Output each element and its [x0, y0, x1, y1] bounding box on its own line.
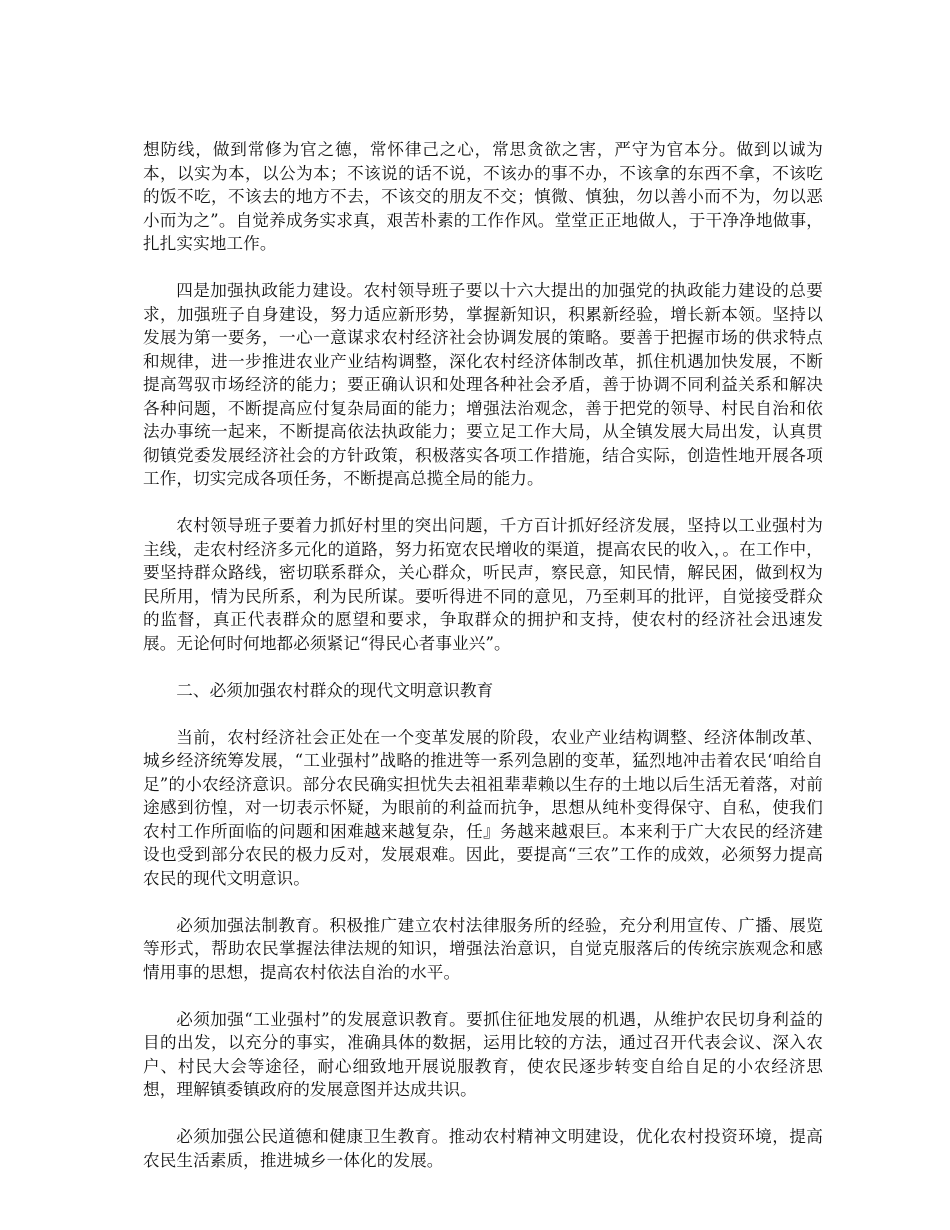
paragraph-village-leadership: 农村领导班子要着力抓好村里的突出问题，千方百计抓好经济发展，坚持以工业强村为主线，走农村经济多元化的道路，努力拓宽农民增收的渠道，提高农民的收入，。在工作中，要坚持群众路线，密切联系群众，关心群众，听民声，察民意，知民情，解民困，做到权为民所用，情为民所系，利为民所谋。要听得进不同的意见，乃至刺耳的批评，自觉接受群众的监督，真正代表群众的愿望和要求，争取群众的拥护和支持，使农村的经济社会迅速发展。无论何时何地都必须紧记“得民心者事业兴”。: [143, 516, 823, 653]
paragraph-legal-education: 必须加强法制教育。积极推广建立农村法律服务所的经验，充分利用宣传、广播、展览等形式，帮助农民掌握法律法规的知识，增强法治意识，自觉克服落后的传统宗族观念和感情用事的思想，提高农村依法自治的水平。: [143, 915, 823, 982]
paragraph-industry-awareness: 必须加强“工业强村”的发展意识教育。要抓住征地发展的机遇，从维护农民切身利益的目的出发，以充分的事实，准确具体的数据，运用比较的方法，通过召开代表会议、深入农户、村民大会等途径，耐心细致地开展说服教育，使农民逐步转变自给自足的小农经济思想，理解镇委镇政府的发展意图并达成共识。: [143, 1009, 823, 1099]
section-heading: 二、必须加强农村群众的现代文明意识教育: [176, 680, 494, 700]
paragraph-civic-health-education: 必须加强公民道德和健康卫生教育。推动农村精神文明建设，优化农村投资环境，提高农民生活素质，推进城乡一体化的发展。: [143, 1127, 823, 1170]
paragraph-governance-capacity: 四是加强执政能力建设。农村领导班子要以十六大提出的加强党的执政能力建设的总要求，加强班子自身建设，努力适应新形势，掌握新知识，积累新经验，增长新本领。坚持以发展为第一要务，一心一意谋求农村经济社会协调发展的策略。要善于把握市场的供求特点和规律，进一步推进农业产业结构调整，深化农村经济体制改革，抓住机遇加快发展，不断提高驾驭市场经济的能力；要正确认识和处理各种社会矛盾，善于协调不同利益关系和解决各种问题，不断提高应付复杂局面的能力；增强法治观念，善于把党的领导、村民自治和依法办事统一起来，不断提高依法执政能力；要立足工作大局，从全镇发展大局出发，认真贯彻镇党委发展经济社会的方针政策，积极落实各项工作措施，结合实际，创造性地开展各项工作，切实完成各项任务，不断提高总揽全局的能力。: [143, 281, 823, 488]
paragraph-continuation: 想防线，做到常修为官之德，常怀律己之心，常思贪欲之害，严守为官本分。做到以诚为本，以实为本，以公为本；不该说的话不说，不该办的事不办，不该拿的东西不拿，不该吃的饭不吃，不该去的地方不去，不该交的朋友不交；慎微、慎独，勿以善小而不为，勿以恶小而为之”。自觉养成务实求真，艰苦朴素的工作作风。堂堂正正地做人，于干净净地做事，扎扎实实地工作。: [143, 140, 823, 253]
document-body: [143, 138, 823, 1196]
paragraph-current-situation: 当前，农村经济社会正处在一个变革发展的阶段，农业产业结构调整、经济体制改革、城乡经济统筹发展，“工业强村”战略的推进等一系列急剧的变革，猛烈地冲击着农民‘咱给自足”的小农经济意识。部分农民确实担忧失去祖祖辈辈赖以生存的土地以后生活无着落，对前途感到彷惶，对一切表示怀疑，为眼前的利益而抗争，思想从纯朴变得保守、自私，使我们农村工作所面临的问题和困难越来越复杂，任』务越来越艰巨。本来利于广大农民的经济建设也受到部分农民的极力反对，发展艰难。因此，要提高“三农”工作的成效，必须努力提高农民的现代文明意识。: [143, 727, 823, 888]
